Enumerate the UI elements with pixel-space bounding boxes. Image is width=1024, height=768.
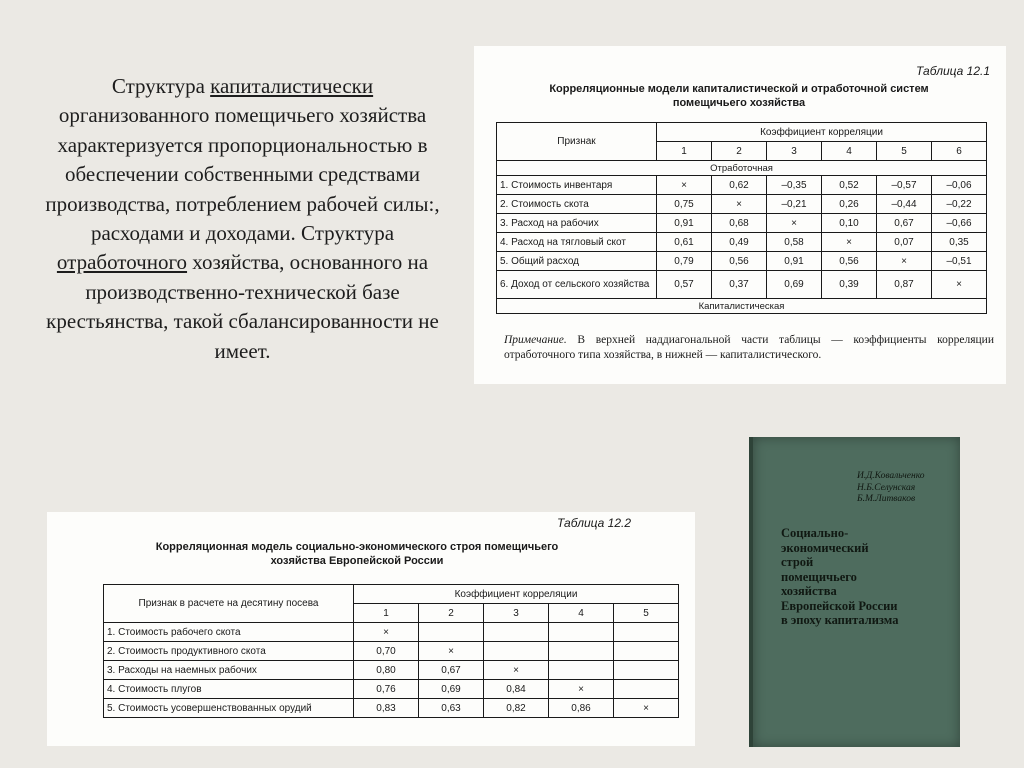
note-text: В верхней наддиагональной части таблицы — коэффициенты корреляции отработочного типа хозяйства, в нижней — капиталистического. <box>504 334 994 361</box>
coefficient-cell: –0,66 <box>932 214 987 233</box>
row-label: 2. Стоимость продуктивного скота <box>104 642 354 661</box>
coefficient-cell: –0,35 <box>767 176 822 195</box>
coefficient-cell: × <box>712 195 767 214</box>
author-name: И.Д.Ковальченко <box>857 471 925 481</box>
correlation-table-1 <box>496 122 987 314</box>
column-number: 5 <box>614 604 679 623</box>
coefficient-cell: 0,56 <box>822 252 877 271</box>
row-label: 5. Стоимость усовершенствованных орудий <box>104 699 354 718</box>
table-row <box>104 642 679 661</box>
table-row <box>497 195 987 214</box>
book-title-line: экономический <box>781 540 869 555</box>
coefficient-cell <box>614 661 679 680</box>
column-number: 2 <box>712 142 767 161</box>
coefficient-cell: 0,84 <box>484 680 549 699</box>
coefficient-cell <box>549 642 614 661</box>
text-segment: Структура <box>111 74 211 98</box>
row-label: 4. Стоимость плугов <box>104 680 354 699</box>
book-title-line: Европейской России <box>781 598 898 613</box>
underlined-term-capitalist: капиталистически <box>210 74 374 98</box>
coefficient-cell: 0,57 <box>657 271 712 299</box>
author-name: Н.Б.Селунская <box>857 482 916 493</box>
table-row <box>497 252 987 271</box>
table-row <box>497 214 987 233</box>
column-number: 2 <box>419 604 484 623</box>
column-number: 6 <box>932 142 987 161</box>
author-name: Б.М.Литваков <box>857 494 916 504</box>
table-title-line: Корреляционная модель социально-экономического строя помещичьего <box>155 541 559 553</box>
coefficient-cell: × <box>354 623 419 642</box>
coefficient-cell: –0,21 <box>767 195 822 214</box>
slide-body-text <box>40 72 445 366</box>
section-label-bottom: Капиталистическая <box>497 299 987 314</box>
table-title <box>87 540 627 568</box>
table-label: Таблица 12.1 <box>915 64 990 78</box>
coefficient-cell: –0,57 <box>877 176 932 195</box>
section-label-top: Отработочная <box>497 161 987 176</box>
table-row <box>104 661 679 680</box>
coefficient-cell <box>419 623 484 642</box>
header-coefficient: Коэффициент корреляции <box>354 585 679 604</box>
column-number: 4 <box>822 142 877 161</box>
row-label: 3. Расходы на наемных рабочих <box>104 661 354 680</box>
book-title-line: помещичьего <box>781 569 857 584</box>
table-title-line: Корреляционные модели капиталистической и отработочной систем <box>549 83 929 95</box>
coefficient-cell: 0,91 <box>657 214 712 233</box>
coefficient-cell: –0,44 <box>877 195 932 214</box>
coefficient-cell <box>614 642 679 661</box>
coefficient-cell: 0,83 <box>354 699 419 718</box>
coefficient-cell: 0,39 <box>822 271 877 299</box>
coefficient-cell: 0,56 <box>712 252 767 271</box>
book-title-line: хозяйства <box>781 584 837 598</box>
coefficient-cell: 0,91 <box>767 252 822 271</box>
row-label: 5. Общий расход <box>497 252 657 271</box>
coefficient-cell: 0,49 <box>712 233 767 252</box>
coefficient-cell: 0,67 <box>419 661 484 680</box>
table-row <box>104 699 679 718</box>
coefficient-cell: 0,70 <box>354 642 419 661</box>
coefficient-cell: × <box>484 661 549 680</box>
coefficient-cell <box>484 642 549 661</box>
coefficient-cell: 0,35 <box>932 233 987 252</box>
coefficient-cell: × <box>767 214 822 233</box>
coefficient-cell: 0,79 <box>657 252 712 271</box>
coefficient-cell: 0,26 <box>822 195 877 214</box>
coefficient-cell: 0,61 <box>657 233 712 252</box>
book-title-line: в эпоху капитализма <box>781 613 899 627</box>
table-title <box>494 82 984 110</box>
row-label: 1. Стоимость инвентаря <box>497 176 657 195</box>
column-number: 1 <box>657 142 712 161</box>
coefficient-cell: 0,58 <box>767 233 822 252</box>
coefficient-cell: 0,75 <box>657 195 712 214</box>
column-number: 1 <box>354 604 419 623</box>
header-feature: Признак в расчете на десятину посева <box>104 585 354 623</box>
coefficient-cell <box>549 623 614 642</box>
book-cover-image <box>749 437 960 747</box>
coefficient-cell: –0,22 <box>932 195 987 214</box>
table-12-1-image <box>474 46 1006 384</box>
coefficient-cell: 0,87 <box>877 271 932 299</box>
table-12-2-image <box>47 512 695 746</box>
table-row <box>104 623 679 642</box>
column-number: 5 <box>877 142 932 161</box>
coefficient-cell: 0,69 <box>767 271 822 299</box>
coefficient-cell: 0,63 <box>419 699 484 718</box>
coefficient-cell: 0,76 <box>354 680 419 699</box>
coefficient-cell <box>549 661 614 680</box>
table-row <box>497 271 987 299</box>
text-segment: организованного помещичьего хозяйства характеризуется пропорциональностью в обеспечении собственными средствами производства, потреблением рабочей силы:, расходами и доходами. Структура <box>45 103 440 246</box>
coefficient-cell <box>614 623 679 642</box>
note-label: Примечание. <box>504 334 567 346</box>
coefficient-cell: 0,80 <box>354 661 419 680</box>
coefficient-cell: 0,37 <box>712 271 767 299</box>
coefficient-cell: × <box>877 252 932 271</box>
column-number: 4 <box>549 604 614 623</box>
coefficient-cell: 0,07 <box>877 233 932 252</box>
coefficient-cell: 0,67 <box>877 214 932 233</box>
correlation-table-2 <box>103 584 679 718</box>
underlined-term-labor-rent: отработочного <box>56 250 188 275</box>
table-title-line: хозяйства Европейской России <box>270 555 444 567</box>
header-coefficient: Коэффициент корреляции <box>657 123 987 142</box>
table-row <box>104 680 679 699</box>
header-feature: Признак <box>497 123 657 161</box>
row-label: 4. Расход на тягловый скот <box>497 233 657 252</box>
row-label: 6. Доход от сельского хозяйства <box>497 271 657 299</box>
table-row <box>497 233 987 252</box>
coefficient-cell: 0,82 <box>484 699 549 718</box>
coefficient-cell: 0,69 <box>419 680 484 699</box>
book-authors <box>857 471 925 506</box>
coefficient-cell: –0,06 <box>932 176 987 195</box>
coefficient-cell: × <box>657 176 712 195</box>
table-label: Таблица 12.2 <box>556 516 631 530</box>
coefficient-cell: × <box>932 271 987 299</box>
table-row <box>497 299 987 314</box>
column-number: 3 <box>484 604 549 623</box>
table-title-line: помещичьего хозяйства <box>672 97 806 109</box>
coefficient-cell: –0,51 <box>932 252 987 271</box>
table-note <box>504 333 994 363</box>
coefficient-cell: × <box>822 233 877 252</box>
book-title-line: Социально- <box>781 526 849 540</box>
row-label: 1. Стоимость рабочего скота <box>104 623 354 642</box>
row-label: 2. Стоимость скота <box>497 195 657 214</box>
coefficient-cell: × <box>419 642 484 661</box>
book-title-line: строй <box>781 555 814 569</box>
coefficient-cell <box>484 623 549 642</box>
table-row <box>497 176 987 195</box>
column-number: 3 <box>767 142 822 161</box>
coefficient-cell <box>614 680 679 699</box>
row-label: 3. Расход на рабочих <box>497 214 657 233</box>
coefficient-cell: 0,86 <box>549 699 614 718</box>
coefficient-cell: × <box>549 680 614 699</box>
coefficient-cell: × <box>614 699 679 718</box>
coefficient-cell: 0,62 <box>712 176 767 195</box>
text-segment: хозяйства, основанного на производственно-технической базе крестьянства, такой сбалансированности не имеет. <box>46 250 439 363</box>
coefficient-cell: 0,10 <box>822 214 877 233</box>
coefficient-cell: 0,52 <box>822 176 877 195</box>
book-title <box>781 526 898 628</box>
coefficient-cell: 0,68 <box>712 214 767 233</box>
